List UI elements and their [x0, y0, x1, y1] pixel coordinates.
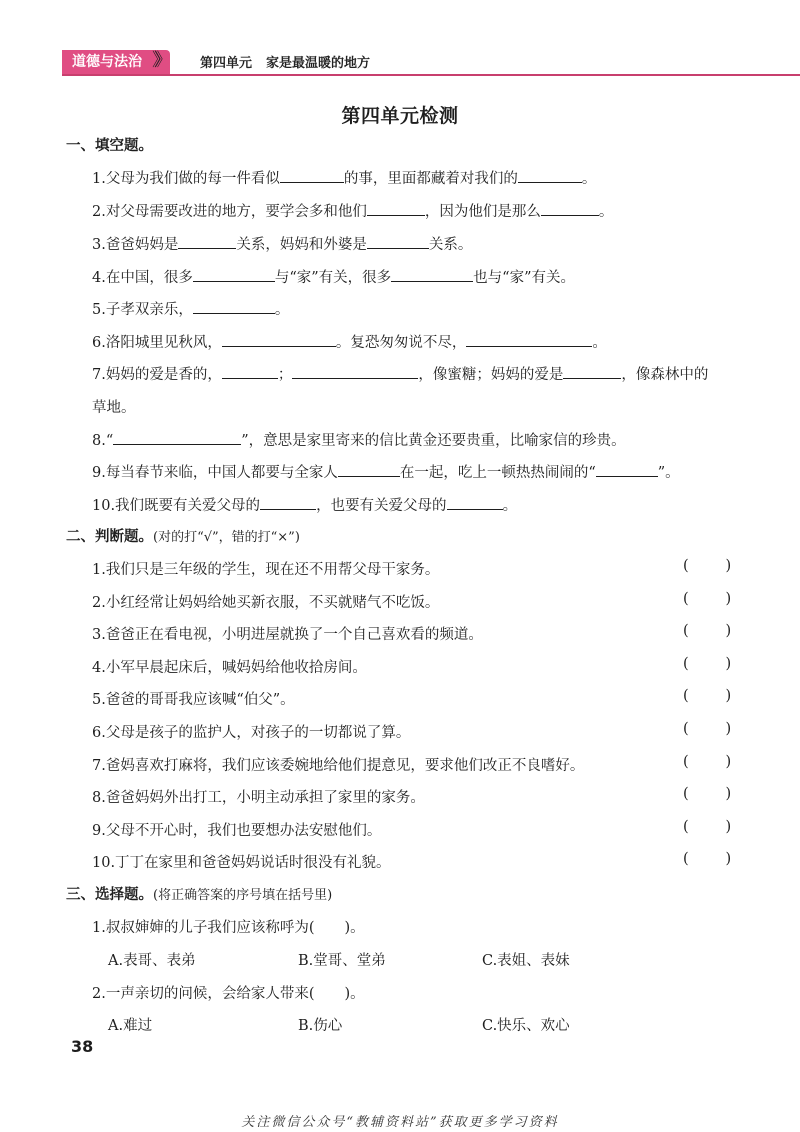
answer-bracket[interactable]: ( ): [683, 786, 732, 802]
judge-question: 6.父母是孩子的监护人，对孩子的一切都说了算。: [92, 725, 411, 741]
answer-bracket[interactable]: ( ): [683, 623, 732, 639]
answer-blank[interactable]: [193, 266, 275, 282]
judge-question: 9.父母不开心时，我们也要想办法安慰他们。: [92, 823, 382, 839]
answer-bracket[interactable]: ( ): [683, 819, 732, 835]
fill-question-7-cont: 草地。: [92, 400, 136, 416]
judge-question: 4.小军早晨起床后，喊妈妈给他收拾房间。: [92, 660, 367, 676]
answer-blank[interactable]: [447, 494, 503, 510]
answer-bracket[interactable]: ( ): [683, 721, 732, 737]
section-2-heading: 二、判断题。(对的打“√”，错的打“×”): [66, 529, 300, 545]
choice-option[interactable]: A.难过: [108, 1018, 153, 1034]
answer-blank[interactable]: [260, 494, 316, 510]
fill-question-10: 10.我们既要有关爱父母的 ，也要有关爱父母的 。: [92, 494, 517, 515]
choice-option[interactable]: A.表哥、表弟: [108, 953, 196, 969]
unit-title: 家是最温暖的地方: [266, 56, 371, 71]
answer-blank[interactable]: [292, 363, 418, 379]
answer-blank[interactable]: [222, 331, 336, 347]
judge-question: 5.爸爸的哥哥我应该喊“伯父”。: [92, 692, 295, 708]
page-number: 38: [71, 1037, 94, 1056]
fill-question-1: 1.父母为我们做的每一件看似 的事，里面都藏着对我们的 。: [92, 167, 596, 188]
section-2-note: (对的打“√”，错的打“×”): [153, 530, 300, 545]
answer-bracket[interactable]: ( ): [683, 688, 732, 704]
answer-bracket[interactable]: ( ): [683, 656, 732, 672]
answer-blank[interactable]: [222, 363, 278, 379]
answer-blank[interactable]: [280, 167, 344, 183]
answer-blank[interactable]: [596, 461, 658, 477]
section-1-heading: 一、填空题。: [66, 138, 153, 154]
answer-blank[interactable]: [193, 298, 275, 314]
unit-label: [200, 50, 370, 74]
fill-question-3: 3.爸爸妈妈是 关系，妈妈和外婆是 关系。: [92, 233, 472, 254]
page-title: 第四单元检测: [341, 105, 459, 127]
page-header: [62, 50, 800, 76]
unit-number: 第四单元: [200, 56, 253, 71]
answer-blank[interactable]: [338, 461, 400, 477]
judge-question: 10.丁丁在家里和爸爸妈妈说话时很没有礼貌。: [92, 855, 391, 871]
answer-blank[interactable]: [563, 363, 621, 379]
choice-option[interactable]: B.伤心: [298, 1018, 343, 1034]
judge-question: 2.小红经常让妈妈给她买新衣服，不买就赌气不吃饭。: [92, 595, 440, 611]
answer-bracket[interactable]: ( ): [683, 754, 732, 770]
answer-blank[interactable]: [178, 233, 236, 249]
judge-question: 7.爸妈喜欢打麻将，我们应该委婉地给他们提意见，要求他们改正不良嗜好。: [92, 758, 585, 774]
answer-bracket[interactable]: ( ): [683, 851, 732, 867]
judge-question: 1.我们只是三年级的学生，现在还不用帮父母干家务。: [92, 562, 440, 578]
answer-bracket[interactable]: ( ): [683, 558, 732, 574]
fill-question-5: 5.子孝双亲乐， 。: [92, 298, 289, 319]
answer-blank[interactable]: [391, 266, 473, 282]
footer-note: 关注微信公众号“教辅资料站”获取更多学习资料: [241, 1115, 559, 1130]
subject-tab: 道德与法治: [62, 50, 170, 74]
fill-question-7: 7.妈妈的爱是香的， ； ，像蜜糖；妈妈的爱是 ，像森林中的: [92, 363, 708, 384]
choice-option[interactable]: C.快乐、欢心: [482, 1018, 570, 1034]
choice-option[interactable]: B.堂哥、堂弟: [298, 953, 386, 969]
judge-question: 3.爸爸正在看电视，小明进屋就换了一个自己喜欢看的频道。: [92, 627, 483, 643]
choice-question-1: 1.叔叔婶婶的儿子我们应该称呼为( )。: [92, 920, 365, 936]
fill-question-6: 6.洛阳城里见秋风， 。复恐匆匆说不尽， 。: [92, 331, 607, 352]
answer-blank[interactable]: [367, 233, 429, 249]
answer-bracket[interactable]: ( ): [683, 591, 732, 607]
fill-question-9: 9.每当春节来临，中国人都要与全家人 在一起，吃上一顿热热闹闹的“ ”。: [92, 461, 680, 482]
choice-option[interactable]: C.表姐、表妹: [482, 953, 570, 969]
fill-question-8: 8.“ ”，意思是家里寄来的信比黄金还要贵重，比喻家信的珍贵。: [92, 429, 626, 450]
choice-question-2: 2.一声亲切的问候，会给家人带来( )。: [92, 986, 365, 1002]
fill-question-2: 2.对父母需要改进的地方，要学会多和他们 ，因为他们是那么 。: [92, 200, 613, 221]
answer-blank[interactable]: [367, 200, 425, 216]
double-chevron-icon: 》》: [152, 50, 165, 71]
answer-blank[interactable]: [466, 331, 592, 347]
fill-question-4: 4.在中国，很多 与“家”有关，很多 也与“家”有关。: [92, 266, 575, 287]
section-3-note: (将正确答案的序号填在括号里): [153, 888, 333, 903]
answer-blank[interactable]: [113, 429, 241, 445]
answer-blank[interactable]: [541, 200, 599, 216]
answer-blank[interactable]: [518, 167, 582, 183]
section-3-heading: 三、选择题。(将正确答案的序号填在括号里): [66, 887, 333, 903]
judge-question: 8.爸爸妈妈外出打工，小明主动承担了家里的家务。: [92, 790, 425, 806]
